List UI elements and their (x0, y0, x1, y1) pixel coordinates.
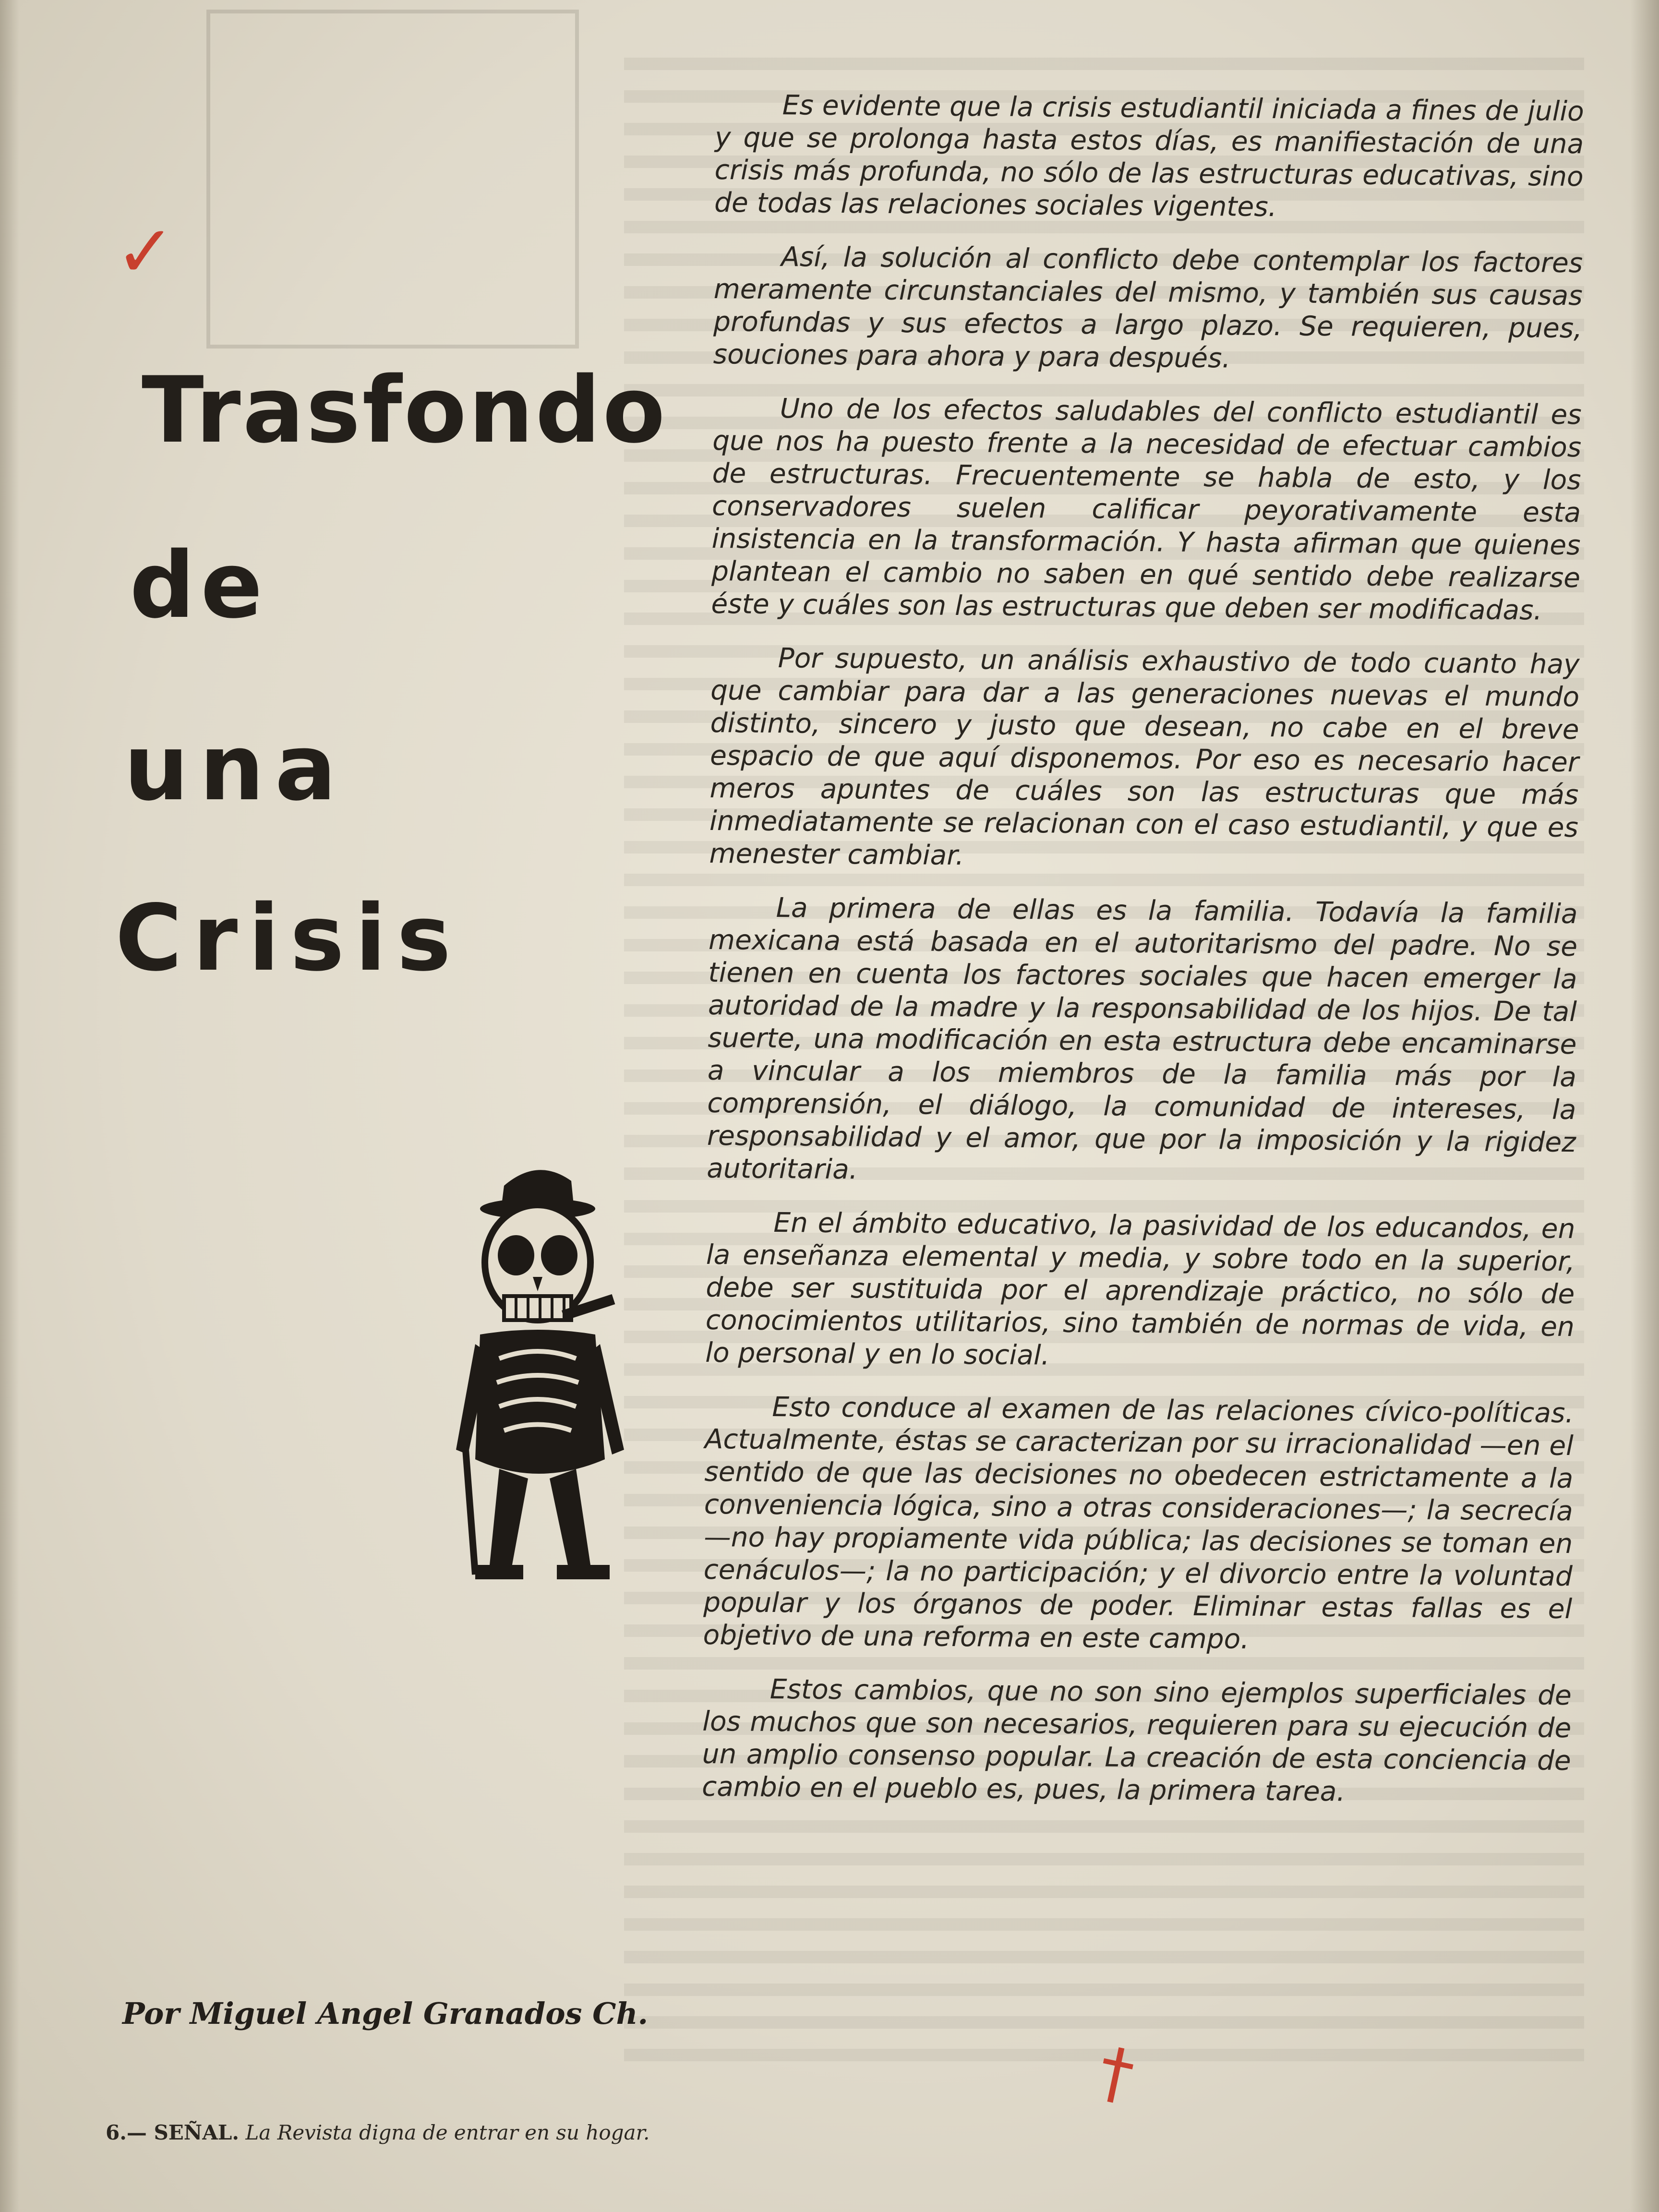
article-body (702, 89, 1584, 1831)
article-paragraph-3: Uno de los efectos saludables del conflicto estudiantil es que nos ha puesto frente a la necesidad de efectuar cambios de estructuras. Frecuentemente se habla de esto, y los conservadores suelen calificar peyorativamente esta insistencia en la transformación. Y hasta afirman que quienes plantean el cambio no saben en qué sentido debe realizarse éste y cuáles son las estructuras que deben ser modificadas. (711, 393, 1582, 626)
article-paragraph-6: En el ámbito educativo, la pasividad de los educandos, en la enseñanza elemental y media, y sobre todo en la superior, debe ser sustituida por el aprendizaje práctico, no sólo de conocimientos utilitarios, sino también de normas de vida, en lo personal y en lo social. (705, 1207, 1575, 1371)
article-paragraph-4: Por supuesto, un análisis exhaustivo de todo cuanto hay que cambiar para dar a las generaciones nuevas el mundo distinto, sincero y justo que desean, no cabe en el breve espacio de que aquí disponemos. Por eso es necesario hacer meros apuntes de cuáles son las estructuras que más inmediatamente se relacionan con el caso estudiantil, y que es menester cambiar. (709, 643, 1580, 872)
article-title-line-1: Trasfondo (142, 357, 667, 463)
check-mark-annotation: ✓ (115, 210, 176, 294)
page-footer (106, 2121, 778, 2144)
calavera-illustration (446, 1152, 629, 1584)
footer-page-and-magazine: 6.— SEÑAL. (106, 2121, 239, 2144)
article-title-line-2: de (130, 532, 268, 638)
article-paragraph-2: Así, la solución al conflicto debe contemplar los factores meramente circunstanciales del mismo, y también sus causas profundas y sus efectos a largo plazo. Se requieren, pues, souciones para ahora y para después. (713, 241, 1583, 374)
article-paragraph-7: Esto conduce al examen de las relaciones cívico-políticas. Actualmente, éstas se caracterizan por su irracionalidad —en el sentido de que las decisiones no obedecen estrictamente a la conveniencia lógica, sino a otras consideraciones—; la secrecía —no hay propiamente vida pública; las decisiones se toman en cenáculos—; la no participación; y el divorcio entre la voluntad popular y los órganos de poder. Eliminar estas fallas es el objetivo de una reforma en este campo. (703, 1392, 1574, 1655)
page-edge-shadow-left (0, 0, 19, 2212)
page-edge-shadow-right (1630, 0, 1659, 2212)
article-byline: Por Miguel Angel Granados Ch. (122, 1996, 649, 2031)
cross-mark-annotation: † (1091, 2032, 1141, 2116)
reverse-side-bleed-through (206, 10, 579, 349)
article-title-line-3: una (124, 715, 347, 821)
article-title-line-4: Crisis (115, 885, 462, 991)
article-paragraph-1: Es evidente que la crisis estudiantil iniciada a fines de julio y que se prolonga hasta estos días, es manifiestación de una crisis más profunda, no sólo de las estructuras educativas, sino de todas las relaciones sociales vigentes. (714, 90, 1584, 223)
footer-tagline: La Revista digna de entrar en su hogar. (245, 2121, 650, 2144)
article-paragraph-8: Estos cambios, que no son sino ejemplos superficiales de los muchos que son necesarios, requieren para su ejecución de un amplio consenso popular. La creación de esta conciencia de cambio en el pueblo es, pues, la primera tarea. (701, 1673, 1572, 1808)
article-paragraph-5: La primera de ellas es la familia. Todavía la familia mexicana está basada en el autoritarismo del padre. No se tienen en cuenta los factores sociales que hacen emerger la autoridad de la madre y la responsabilidad de los hijos. De tal suerte, una modificación en esta estructura debe encaminarse a vincular a los miembros de la familia más por la comprensión, el diálogo, la comunidad de intereses, la responsabilidad y el amor, que por la imposición y la rigidez autoritaria. (707, 892, 1578, 1186)
